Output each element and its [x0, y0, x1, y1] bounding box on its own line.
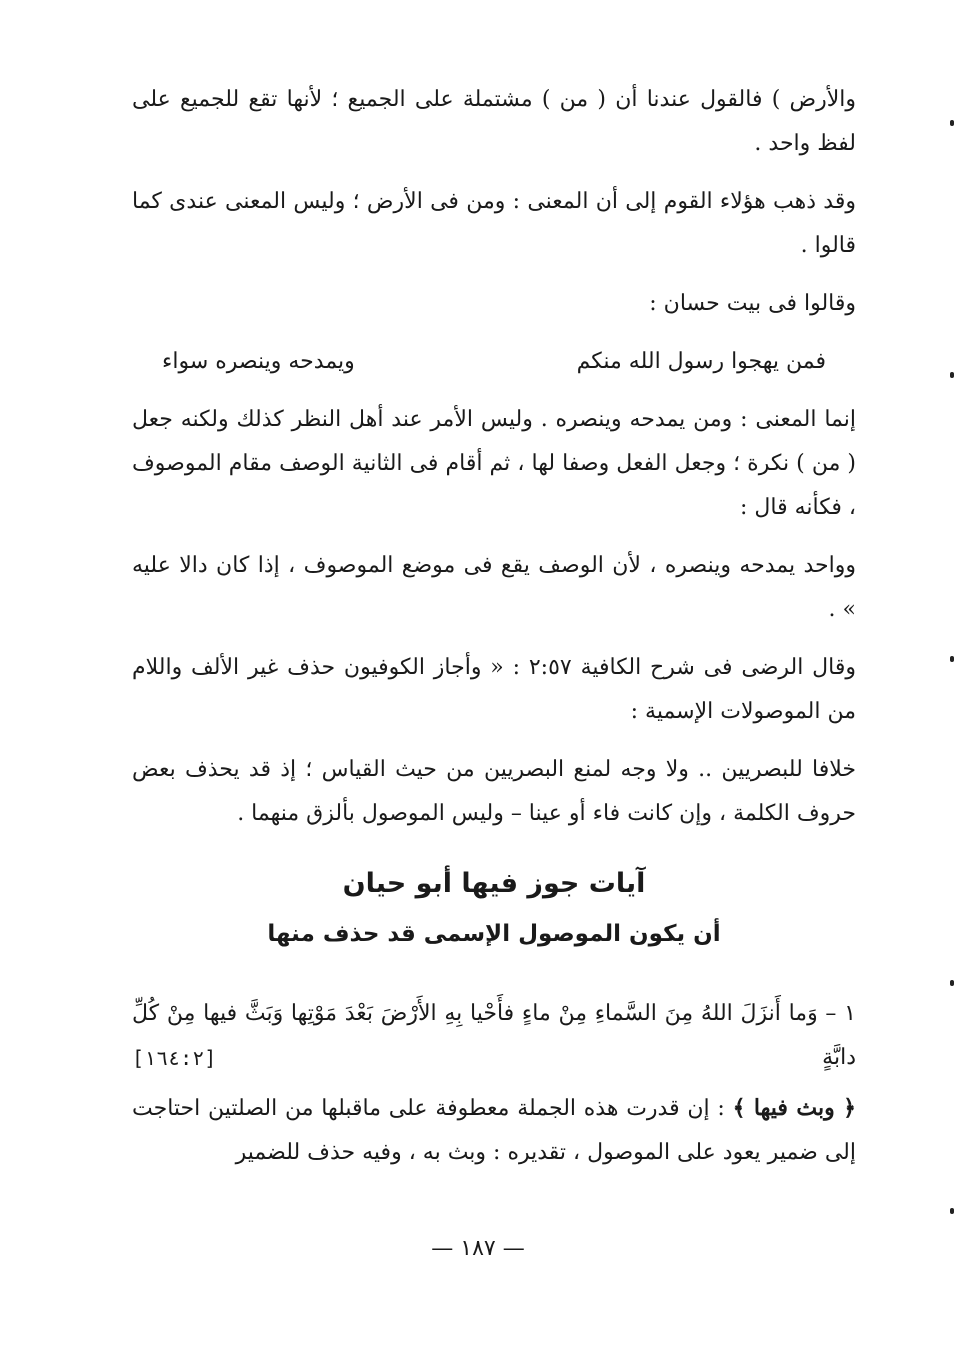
paragraph-1: والأرض ) فالقول عندنا أن ( من ) مشتملة على الجميع ؛ لأنها تقع للجميع على لفظ واحد . — [132, 87, 856, 156]
quran-verse-reference: [١٦٤:٢] — [132, 1046, 217, 1070]
scan-mark — [950, 656, 954, 662]
scan-mark — [950, 120, 954, 126]
quran-verse-text: ١ – وَما أَنزَلَ اللهُ مِنَ السَّماءِ مِنْ ماءٍ فأَحْيا بِهِ الأَرْضَ بَعْدَ مَوْتِها وَبَثَّ فيها مِنْ كُلِّ دابَّةٍ — [132, 1001, 856, 1070]
verse-second-hemistich: ويمدحه وينصره سواء — [162, 349, 355, 374]
scan-mark — [950, 980, 954, 986]
section-subtitle: أن يكون الموصول الإسمى قد حذف منها — [267, 921, 721, 947]
commentary-text: : إن قدرت هذه الجملة معطوفة على ماقبلها من الصلتين احتاجت إلى ضمير يعود على الموصول ، تقديره : وبث به ، وفيه حذف للضمير — [132, 1096, 856, 1165]
paragraph-7: خلافا للبصريين .. ولا وجه لمنع البصريين من حيث القياس ؛ إذ قد يحذف بعض حروف الكلمة ، وإن كانت فاء أو عينا – وليس الموصول بألزق منهما . — [132, 757, 856, 826]
quran-verse-item — [132, 992, 856, 1080]
paragraph-2: وقد ذهب هؤلاء القوم إلى أن المعنى : ومن فى الأرض ؛ وليس المعنى عندى كما قالوا . — [132, 189, 856, 258]
commentary-highlight: ﴿ وبث فيها ﴾ — [732, 1095, 857, 1121]
poetry-verse — [132, 340, 856, 384]
paragraph-5: وواحد يمدحه وينصره ، لأن الوصف يقع فى موضع الموصوف ، إذا كان دالا عليه » . — [132, 553, 856, 622]
paragraph-3: وقالوا فى بيت حسان : — [649, 291, 856, 316]
section-title: آيات جوز فيها أبو حيان — [342, 868, 646, 899]
scan-mark — [950, 1208, 954, 1214]
commentary-paragraph — [132, 1086, 856, 1175]
page-number: — ١٨٧ — — [431, 1236, 525, 1261]
page-body — [132, 78, 856, 1189]
scan-mark — [950, 372, 954, 378]
paragraph-6: وقال الرضى فى شرح الكافية ٢:٥٧ : « وأجاز الكوفيون حذف غير الألف واللام من الموصولات الإسمية : — [132, 655, 856, 724]
paragraph-4: إنما المعنى : ومن يمدحه وينصره . وليس الأمر عند أهل النظر كذلك ولكنه جعل ( من ) نكرة ؛ وجعل الفعل وصفا لها ، ثم أقام فى الثانية الوصف مقام الموصوف ، فكأنه قال : — [132, 407, 856, 520]
verse-first-hemistich: فمن يهجوا رسول الله منكم — [576, 349, 826, 374]
